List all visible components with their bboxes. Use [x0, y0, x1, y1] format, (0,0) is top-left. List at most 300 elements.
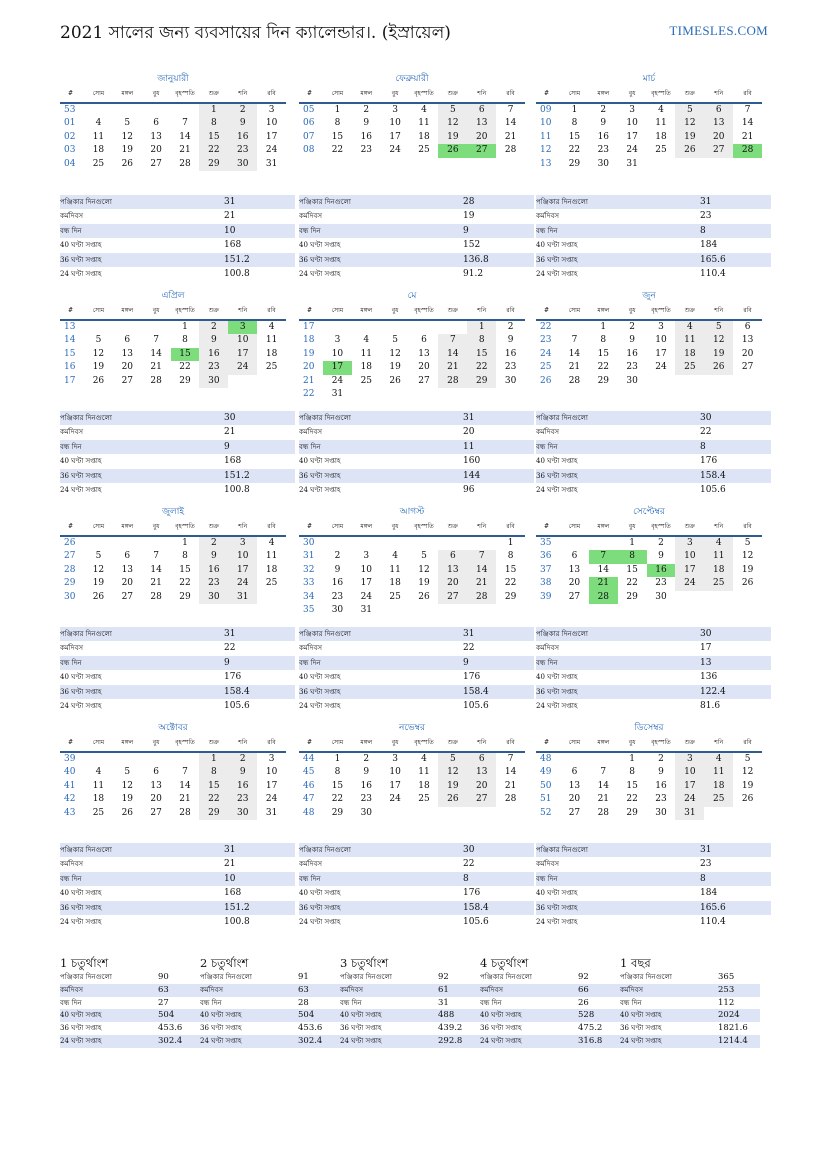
day-cell[interactable]: 25: [675, 361, 704, 374]
day-cell[interactable]: 8: [629, 767, 636, 778]
day-cell[interactable]: 29: [199, 158, 228, 171]
day-cell[interactable]: 18: [360, 362, 373, 373]
day-cell[interactable]: 21: [438, 361, 467, 374]
month-name[interactable]: নভেম্বর: [399, 723, 425, 733]
day-cell[interactable]: 23: [655, 794, 667, 805]
day-cell[interactable]: 9: [228, 766, 257, 779]
day-cell[interactable]: 1: [467, 321, 496, 334]
day-cell[interactable]: 26: [438, 793, 467, 806]
day-cell[interactable]: 14: [150, 348, 162, 359]
day-cell[interactable]: 17: [228, 564, 257, 577]
day-cell[interactable]: 18: [418, 780, 430, 791]
day-cell[interactable]: 7: [507, 105, 514, 115]
day-cell[interactable]: 19: [704, 348, 733, 361]
day-cell[interactable]: 24: [675, 577, 704, 590]
day-cell[interactable]: 20: [150, 145, 162, 156]
day-cell[interactable]: 20: [467, 780, 496, 793]
day-cell[interactable]: 21: [568, 362, 581, 373]
day-cell[interactable]: 5: [744, 538, 751, 548]
day-cell[interactable]: 27: [568, 807, 581, 818]
day-cell[interactable]: 13: [121, 348, 134, 359]
day-cell[interactable]: 14: [597, 780, 610, 791]
day-cell[interactable]: 15: [331, 131, 344, 142]
day-cell[interactable]: 6: [744, 322, 751, 332]
day-cell[interactable]: 10: [655, 335, 667, 346]
day-cell[interactable]: 18: [704, 780, 733, 793]
day-cell[interactable]: 6: [421, 335, 427, 346]
day-cell[interactable]: 13: [741, 335, 754, 346]
day-cell[interactable]: 24: [265, 145, 278, 156]
day-cell[interactable]: 2: [600, 105, 607, 115]
day-cell[interactable]: 1: [334, 105, 341, 115]
day-cell[interactable]: 18: [389, 578, 401, 589]
day-cell[interactable]: 15: [597, 348, 610, 359]
day-cell[interactable]: 6: [704, 104, 733, 117]
day-cell[interactable]: 20: [568, 794, 581, 805]
day-cell[interactable]: 14: [568, 348, 581, 359]
day-cell[interactable]: 9: [334, 564, 341, 575]
day-cell[interactable]: 4: [704, 753, 733, 766]
day-cell[interactable]: 26: [704, 361, 733, 374]
day-cell[interactable]: 8: [199, 766, 228, 779]
day-cell[interactable]: 13: [467, 117, 496, 130]
day-cell[interactable]: 11: [418, 767, 430, 778]
day-cell[interactable]: 31: [265, 158, 278, 169]
day-cell[interactable]: 6: [153, 118, 160, 129]
day-cell[interactable]: 9: [629, 335, 636, 346]
day-cell[interactable]: 18: [92, 794, 105, 805]
day-cell[interactable]: 31: [331, 388, 344, 399]
day-cell[interactable]: 13: [568, 564, 581, 575]
day-cell[interactable]: 29: [467, 375, 496, 388]
day-cell[interactable]: 3: [675, 753, 704, 766]
day-cell[interactable]: 30: [626, 375, 638, 386]
day-cell[interactable]: 3: [228, 537, 257, 550]
day-cell[interactable]: 12: [741, 551, 754, 562]
day-cell[interactable]: 28: [150, 375, 162, 386]
day-cell[interactable]: 4: [268, 538, 275, 548]
day-cell[interactable]: 10: [228, 550, 257, 563]
day-cell[interactable]: 2: [199, 537, 228, 550]
day-cell[interactable]: 29: [597, 375, 610, 386]
day-cell[interactable]: 11: [265, 335, 278, 346]
day-cell[interactable]: 8: [571, 118, 578, 129]
day-cell[interactable]: 23: [597, 145, 610, 156]
day-cell[interactable]: 15: [179, 564, 191, 575]
day-cell[interactable]: 28: [504, 794, 517, 805]
day-cell[interactable]: 2: [199, 321, 228, 334]
day-cell[interactable]: 12: [438, 117, 467, 130]
day-cell[interactable]: 2: [507, 322, 514, 332]
day-cell[interactable]: 17: [675, 564, 704, 577]
day-cell[interactable]: 7: [182, 767, 188, 778]
day-cell[interactable]: 16: [597, 131, 610, 142]
day-cell[interactable]: 30: [228, 158, 257, 171]
day-cell[interactable]: 22: [331, 794, 344, 805]
month-name[interactable]: এপ্রিল: [161, 291, 185, 301]
day-cell[interactable]: 24: [228, 361, 257, 374]
day-cell[interactable]: 3: [334, 335, 341, 346]
day-cell[interactable]: 29: [179, 375, 191, 386]
day-cell[interactable]: 20: [467, 131, 496, 144]
day-cell[interactable]: 7: [589, 550, 618, 563]
day-cell[interactable]: 13: [704, 117, 733, 130]
day-cell[interactable]: 24: [655, 362, 667, 373]
day-cell[interactable]: 20: [568, 578, 581, 589]
day-cell[interactable]: 25: [360, 375, 373, 386]
day-cell[interactable]: 27: [121, 591, 134, 602]
day-cell[interactable]: 27: [438, 591, 467, 604]
day-cell[interactable]: 11: [704, 550, 733, 563]
day-cell[interactable]: 11: [675, 334, 704, 347]
day-cell[interactable]: 26: [741, 794, 754, 805]
day-cell[interactable]: 4: [95, 767, 102, 778]
day-cell[interactable]: 8: [182, 551, 188, 562]
day-cell[interactable]: 31: [626, 158, 638, 169]
day-cell[interactable]: 1: [334, 754, 341, 764]
day-cell[interactable]: 8: [334, 118, 341, 129]
day-cell[interactable]: 3: [392, 754, 399, 764]
day-cell[interactable]: 17: [323, 361, 352, 374]
month-name[interactable]: জানুয়ারী: [157, 74, 189, 84]
day-cell[interactable]: 2: [658, 538, 664, 548]
day-cell[interactable]: 10: [360, 564, 373, 575]
brand-logo-text[interactable]: TIMESLES.COM: [669, 23, 768, 38]
day-cell[interactable]: 29: [199, 807, 228, 820]
day-cell[interactable]: 19: [438, 131, 467, 144]
day-cell[interactable]: 3: [268, 105, 275, 115]
month-name[interactable]: অক্টোবর: [158, 723, 188, 733]
day-cell[interactable]: 27: [121, 375, 134, 386]
day-cell[interactable]: 31: [265, 807, 278, 818]
day-cell[interactable]: 12: [418, 564, 430, 575]
day-cell[interactable]: 17: [389, 131, 401, 142]
day-cell[interactable]: 24: [228, 577, 257, 590]
day-cell[interactable]: 13: [467, 766, 496, 779]
day-cell[interactable]: 20: [121, 362, 134, 373]
day-cell[interactable]: 28: [733, 144, 762, 157]
day-cell[interactable]: 11: [704, 766, 733, 779]
day-cell[interactable]: 25: [265, 578, 278, 589]
day-cell[interactable]: 4: [675, 321, 704, 334]
day-cell[interactable]: 17: [675, 780, 704, 793]
day-cell[interactable]: 2: [334, 551, 341, 562]
day-cell[interactable]: 6: [467, 104, 496, 117]
day-cell[interactable]: 3: [392, 105, 399, 115]
day-cell[interactable]: 1: [182, 538, 188, 548]
day-cell[interactable]: 18: [655, 131, 667, 142]
day-cell[interactable]: 11: [389, 564, 401, 575]
day-cell[interactable]: 10: [389, 767, 401, 778]
day-cell[interactable]: 24: [675, 793, 704, 806]
day-cell[interactable]: 14: [597, 564, 610, 575]
day-cell[interactable]: 30: [504, 375, 517, 386]
day-cell[interactable]: 17: [228, 348, 257, 361]
day-cell[interactable]: 16: [655, 780, 667, 791]
day-cell[interactable]: 22: [626, 578, 638, 589]
day-cell[interactable]: 27: [467, 793, 496, 806]
day-cell[interactable]: 16: [626, 348, 638, 359]
day-cell[interactable]: 23: [331, 591, 344, 602]
day-cell[interactable]: 4: [392, 551, 399, 562]
day-cell[interactable]: 8: [618, 550, 647, 563]
day-cell[interactable]: 1: [507, 538, 514, 548]
day-cell[interactable]: 18: [418, 131, 430, 142]
day-cell[interactable]: 26: [741, 578, 754, 589]
day-cell[interactable]: 28: [597, 807, 610, 818]
day-cell[interactable]: 7: [571, 335, 578, 346]
day-cell[interactable]: 16: [228, 780, 257, 793]
day-cell[interactable]: 29: [626, 807, 638, 818]
day-cell[interactable]: 18: [675, 348, 704, 361]
day-cell[interactable]: 11: [265, 551, 278, 562]
day-cell[interactable]: 2: [228, 104, 257, 117]
day-cell[interactable]: 11: [92, 131, 105, 142]
day-cell[interactable]: 20: [418, 362, 430, 373]
day-cell[interactable]: 5: [95, 335, 102, 346]
day-cell[interactable]: 26: [92, 591, 105, 602]
day-cell[interactable]: 2: [658, 754, 664, 764]
day-cell[interactable]: 12: [92, 348, 105, 359]
day-cell[interactable]: 17: [265, 780, 278, 791]
day-cell[interactable]: 23: [655, 578, 667, 589]
day-cell[interactable]: 23: [228, 793, 257, 806]
day-cell[interactable]: 3: [658, 322, 664, 332]
day-cell[interactable]: 4: [95, 118, 102, 129]
day-cell[interactable]: 19: [438, 780, 467, 793]
day-cell[interactable]: 25: [92, 807, 105, 818]
day-cell[interactable]: 20: [704, 131, 733, 144]
day-cell[interactable]: 5: [438, 104, 467, 117]
day-cell[interactable]: 25: [418, 145, 430, 156]
day-cell[interactable]: 20: [150, 794, 162, 805]
day-cell[interactable]: 21: [179, 794, 191, 805]
day-cell[interactable]: 16: [504, 348, 517, 359]
day-cell[interactable]: 3: [228, 321, 257, 334]
day-cell[interactable]: 14: [741, 118, 754, 129]
day-cell[interactable]: 22: [199, 144, 228, 157]
day-cell[interactable]: 4: [363, 335, 370, 346]
day-cell[interactable]: 25: [265, 362, 278, 373]
month-name[interactable]: ফেব্রুয়ারী: [395, 74, 429, 84]
day-cell[interactable]: 15: [568, 131, 581, 142]
day-cell[interactable]: 24: [360, 591, 373, 602]
day-cell[interactable]: 22: [467, 361, 496, 374]
day-cell[interactable]: 22: [626, 794, 638, 805]
day-cell[interactable]: 12: [741, 767, 754, 778]
day-cell[interactable]: 6: [571, 551, 578, 562]
day-cell[interactable]: 30: [199, 591, 228, 604]
day-cell[interactable]: 9: [658, 551, 664, 562]
day-cell[interactable]: 23: [199, 577, 228, 590]
day-cell[interactable]: 29: [568, 158, 581, 169]
day-cell[interactable]: 2: [363, 105, 370, 115]
day-cell[interactable]: 22: [179, 362, 191, 373]
day-cell[interactable]: 17: [655, 348, 667, 359]
day-cell[interactable]: 4: [268, 322, 275, 332]
day-cell[interactable]: 21: [597, 794, 610, 805]
day-cell[interactable]: 24: [626, 145, 638, 156]
day-cell[interactable]: 14: [504, 767, 517, 778]
day-cell[interactable]: 3: [268, 754, 275, 764]
day-cell[interactable]: 12: [704, 334, 733, 347]
day-cell[interactable]: 15: [171, 348, 200, 361]
day-cell[interactable]: 3: [363, 551, 370, 562]
day-cell[interactable]: 26: [438, 144, 467, 157]
day-cell[interactable]: 24: [389, 145, 401, 156]
day-cell[interactable]: 16: [199, 348, 228, 361]
day-cell[interactable]: 9: [363, 767, 370, 778]
day-cell[interactable]: 21: [179, 145, 191, 156]
day-cell[interactable]: 8: [600, 335, 607, 346]
day-cell[interactable]: 14: [150, 564, 162, 575]
day-cell[interactable]: 25: [418, 794, 430, 805]
day-cell[interactable]: 25: [704, 577, 733, 590]
day-cell[interactable]: 24: [389, 794, 401, 805]
month-name[interactable]: জুলাই: [161, 507, 185, 517]
day-cell[interactable]: 7: [438, 334, 467, 347]
day-cell[interactable]: 16: [360, 780, 373, 791]
day-cell[interactable]: 14: [467, 564, 496, 577]
day-cell[interactable]: 23: [199, 361, 228, 374]
day-cell[interactable]: 10: [265, 767, 278, 778]
day-cell[interactable]: 23: [626, 362, 638, 373]
day-cell[interactable]: 29: [504, 591, 517, 602]
day-cell[interactable]: 22: [504, 578, 517, 589]
month-name[interactable]: মে: [407, 291, 417, 301]
day-cell[interactable]: 9: [199, 550, 228, 563]
day-cell[interactable]: 12: [92, 564, 105, 575]
day-cell[interactable]: 25: [655, 145, 667, 156]
day-cell[interactable]: 19: [675, 131, 704, 144]
day-cell[interactable]: 22: [199, 793, 228, 806]
day-cell[interactable]: 25: [704, 793, 733, 806]
day-cell[interactable]: 9: [507, 335, 514, 346]
day-cell[interactable]: 30: [655, 807, 667, 818]
day-cell[interactable]: 26: [675, 144, 704, 157]
month-name[interactable]: ডিসেম্বর: [634, 723, 664, 733]
day-cell[interactable]: 30: [360, 807, 373, 818]
day-cell[interactable]: 19: [121, 145, 134, 156]
day-cell[interactable]: 20: [741, 348, 754, 359]
day-cell[interactable]: 17: [626, 131, 638, 142]
day-cell[interactable]: 5: [675, 104, 704, 117]
day-cell[interactable]: 27: [150, 807, 162, 818]
day-cell[interactable]: 2: [228, 753, 257, 766]
day-cell[interactable]: 30: [597, 158, 610, 169]
day-cell[interactable]: 2: [629, 322, 636, 332]
day-cell[interactable]: 21: [504, 131, 517, 142]
day-cell[interactable]: 12: [438, 766, 467, 779]
day-cell[interactable]: 7: [600, 767, 607, 778]
day-cell[interactable]: 13: [150, 780, 162, 791]
month-name[interactable]: জুন: [642, 291, 656, 301]
day-cell[interactable]: 27: [568, 591, 581, 602]
day-cell[interactable]: 19: [92, 578, 105, 589]
day-cell[interactable]: 17: [360, 578, 373, 589]
day-cell[interactable]: 23: [228, 144, 257, 157]
day-cell[interactable]: 8: [199, 117, 228, 130]
day-cell[interactable]: 5: [421, 551, 427, 562]
day-cell[interactable]: 6: [571, 767, 578, 778]
day-cell[interactable]: 22: [568, 145, 581, 156]
day-cell[interactable]: 17: [265, 131, 278, 142]
day-cell[interactable]: 12: [121, 131, 134, 142]
day-cell[interactable]: 10: [626, 118, 638, 129]
day-cell[interactable]: 3: [675, 537, 704, 550]
day-cell[interactable]: 21: [467, 577, 496, 590]
day-cell[interactable]: 4: [658, 105, 664, 115]
day-cell[interactable]: 14: [179, 780, 191, 791]
day-cell[interactable]: 1: [600, 322, 607, 332]
day-cell[interactable]: 21: [150, 578, 162, 589]
day-cell[interactable]: 16: [360, 131, 373, 142]
day-cell[interactable]: 22: [597, 362, 610, 373]
day-cell[interactable]: 10: [675, 766, 704, 779]
day-cell[interactable]: 11: [92, 780, 105, 791]
day-cell[interactable]: 26: [121, 807, 134, 818]
day-cell[interactable]: 11: [655, 118, 667, 129]
day-cell[interactable]: 15: [467, 348, 496, 361]
day-cell[interactable]: 7: [744, 105, 751, 115]
day-cell[interactable]: 31: [228, 591, 257, 604]
day-cell[interactable]: 27: [741, 362, 754, 373]
day-cell[interactable]: 21: [504, 780, 517, 791]
day-cell[interactable]: 10: [331, 348, 344, 359]
day-cell[interactable]: 26: [121, 158, 134, 169]
day-cell[interactable]: 13: [568, 780, 581, 791]
day-cell[interactable]: 19: [418, 578, 430, 589]
day-cell[interactable]: 26: [92, 375, 105, 386]
day-cell[interactable]: 2: [363, 754, 370, 764]
day-cell[interactable]: 29: [626, 591, 638, 602]
day-cell[interactable]: 13: [121, 564, 134, 575]
day-cell[interactable]: 5: [124, 767, 131, 778]
day-cell[interactable]: 5: [95, 551, 102, 562]
day-cell[interactable]: 11: [418, 118, 430, 129]
day-cell[interactable]: 21: [589, 577, 618, 590]
day-cell[interactable]: 30: [331, 604, 344, 615]
day-cell[interactable]: 12: [121, 780, 134, 791]
day-cell[interactable]: 7: [153, 551, 160, 562]
day-cell[interactable]: 20: [121, 578, 134, 589]
day-cell[interactable]: 7: [182, 118, 188, 129]
day-cell[interactable]: 12: [389, 348, 401, 359]
day-cell[interactable]: 18: [265, 348, 278, 359]
day-cell[interactable]: 10: [228, 334, 257, 347]
day-cell[interactable]: 21: [150, 362, 162, 373]
day-cell[interactable]: 27: [704, 144, 733, 157]
day-cell[interactable]: 20: [438, 577, 467, 590]
day-cell[interactable]: 18: [92, 145, 105, 156]
day-cell[interactable]: 19: [741, 780, 754, 791]
day-cell[interactable]: 15: [626, 564, 638, 575]
day-cell[interactable]: 6: [153, 767, 160, 778]
day-cell[interactable]: 8: [507, 551, 514, 562]
day-cell[interactable]: 9: [600, 118, 607, 129]
day-cell[interactable]: 9: [199, 334, 228, 347]
day-cell[interactable]: 30: [228, 807, 257, 820]
day-cell[interactable]: 16: [199, 564, 228, 577]
day-cell[interactable]: 30: [199, 375, 228, 388]
day-cell[interactable]: 10: [389, 118, 401, 129]
day-cell[interactable]: 5: [392, 335, 399, 346]
day-cell[interactable]: 14: [179, 131, 191, 142]
day-cell[interactable]: 19: [121, 794, 134, 805]
day-cell[interactable]: 8: [182, 335, 188, 346]
day-cell[interactable]: 29: [179, 591, 191, 602]
day-cell[interactable]: 27: [150, 158, 162, 169]
